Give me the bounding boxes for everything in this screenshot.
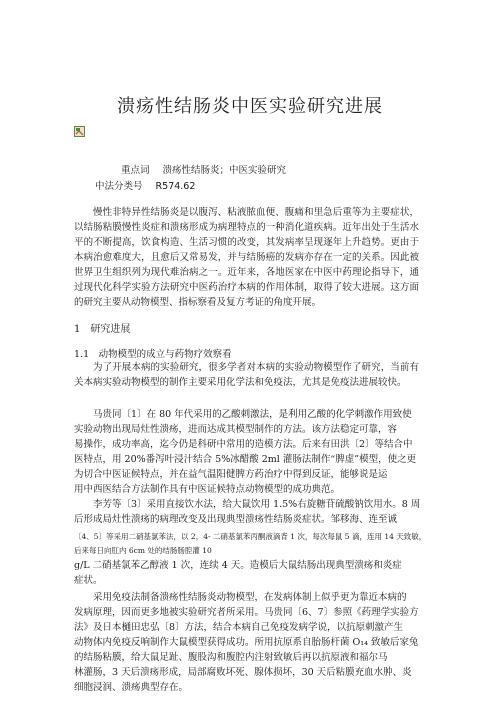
classification-label: 中法分类号: [95, 181, 143, 192]
paragraph-2-line: 医特点，用 20%番泻叶浸汁结合 5%冰醋酸 2ml 灌肠法制作“脾虚”模型，使之更: [74, 454, 417, 465]
paragraph-2-line: 马贵同〔1〕在 80 年代采用的乙酸刺激法，是利用乙酸的化学刺激作用致使: [93, 409, 412, 420]
paragraph-5-line: 发病原理，因而更多地被实验研究者所采用。马贵同〔6、7〕参照《药理学实验方: [74, 607, 419, 618]
page-title: 溃疡性结肠炎中医实验研究进展: [117, 96, 383, 117]
keywords-line: [121, 162, 296, 176]
paragraph-2-line: 实验动物出现局灶性溃疡，进而达成其模型制作的方法。该方法稳定可靠，容: [74, 424, 398, 435]
paragraph-3-line: 李芳等〔3〕采用直接饮水法，给大鼠饮用 1.5%右旋糖苷硫酸钠饮用水。8 周: [93, 499, 421, 510]
paragraph-5-line: 林灌肠，3 天后溃疡形成，局部腐败坏死、腺体损坏，30 天后粘膜充血水肿、炎: [74, 667, 412, 678]
small-print-line: 后来每日向肛内 6cm 处的结肠肠腔灌 10: [74, 546, 212, 555]
paragraph-1: 为了开展本病的实验研究，很多学者对本病的实验动物模型作了研究，当前有关本病实验动物模型的制作主要采用化学法和免疫法，尤其是免疫法进展较快。: [74, 362, 419, 388]
paragraph-4-block: [74, 558, 419, 588]
paragraph-3-block: [74, 497, 419, 527]
subsection-heading: 1.1 动物模型的成立与药物疗效察看: [74, 349, 232, 360]
classification-value: R574.62: [155, 181, 196, 192]
paragraph-2-line: 易操作，成功率高，迄今仍是科研中常用的造模方法。后来有田洪〔2〕等结合中: [74, 439, 413, 450]
section-heading: 1 研究进展: [74, 324, 131, 335]
paragraph-5-line: 动物体内免疫反响制作大鼠模型获得成功。所用抗原系自胎肠杆菌 O₁₄ 致敏后家兔: [74, 637, 419, 648]
keywords-value: 溃疡性结肠炎；中医实验研究: [162, 165, 287, 176]
paragraph-5-line: 法》及日本樋田忠弘〔8〕方法，结合本病自己免疫发病学说，以抗原刺激产生: [74, 622, 404, 633]
paragraph-4-line: 症状。: [74, 575, 103, 586]
paragraph-5-block: [74, 590, 419, 695]
paragraph-2-line: 为切合中医证候特点，并在益气温阳健脾方药治疗中得到反证，能够说是运: [74, 469, 388, 480]
paragraph-5-line: 细胞浸润、溃疡典型存在。: [74, 682, 189, 693]
paragraph-4-line: g/L 二硝基氯苯乙醇液 1 次，连续 4 天。造模后大鼠结肠出现典型溃疡和炎症: [74, 560, 402, 571]
paragraph-2-line: 用中西医结合方法制作具有中医证候特点动物模型的成功典范。: [74, 484, 341, 495]
paragraph-1-block: [74, 360, 419, 390]
small-print-line: 〔4、5〕等采用二硝基氯苯法，以 2，4- 二硝基氯苯丙酮液滴背 1 次，每次每鼠 5 滴，连用 14 天致敏，: [74, 532, 427, 541]
classification-line: [95, 178, 205, 192]
small-print-block: [74, 530, 427, 558]
paragraph-3-line: 后形成局灶性溃疡的病理改变及出现典型溃疡性结肠炎症状。邹移海、连至诚: [74, 514, 398, 525]
paragraph-5-line: 的结肠粘膜，给大鼠足趾、腹股沟和腹腔内注射致敏后再以抗原液和福尔马: [74, 652, 388, 663]
paragraph-5-line: 采用免疫法制备溃疡性结肠炎动物模型，在发病体制上似乎更为靠近本病的: [93, 592, 407, 603]
paragraph-2-block: [74, 407, 419, 497]
document-icon: [74, 126, 85, 137]
intro-paragraph-block: [74, 205, 419, 310]
keywords-label: 重点词: [121, 165, 150, 176]
intro-paragraph: 慢性非特异性结肠炎是以腹泻、粘液脓血便、腹痛和里急后重等为主要症状，以结肠粘膜慢性炎症和溃疡形成为病理特点的一种消化道疾病。近年出处于生活水平的不断提高，饮食构造、生活习惯的改变，其发病率呈现逐年上升趋势。更由于本病治愈难度大，且愈后又常易发，并与结肠癌的发病亦存在一定的关系。因此被世界卫生组织列为现代难治病之一。近年来，各地医家在中医中药理论指导下，通过现代化科学实验方法研究中医药治疗本病的作用体制，取得了较大进展。这方面的研究主要从动物模型、指标察看及复方考证的角度开展。: [74, 207, 419, 308]
